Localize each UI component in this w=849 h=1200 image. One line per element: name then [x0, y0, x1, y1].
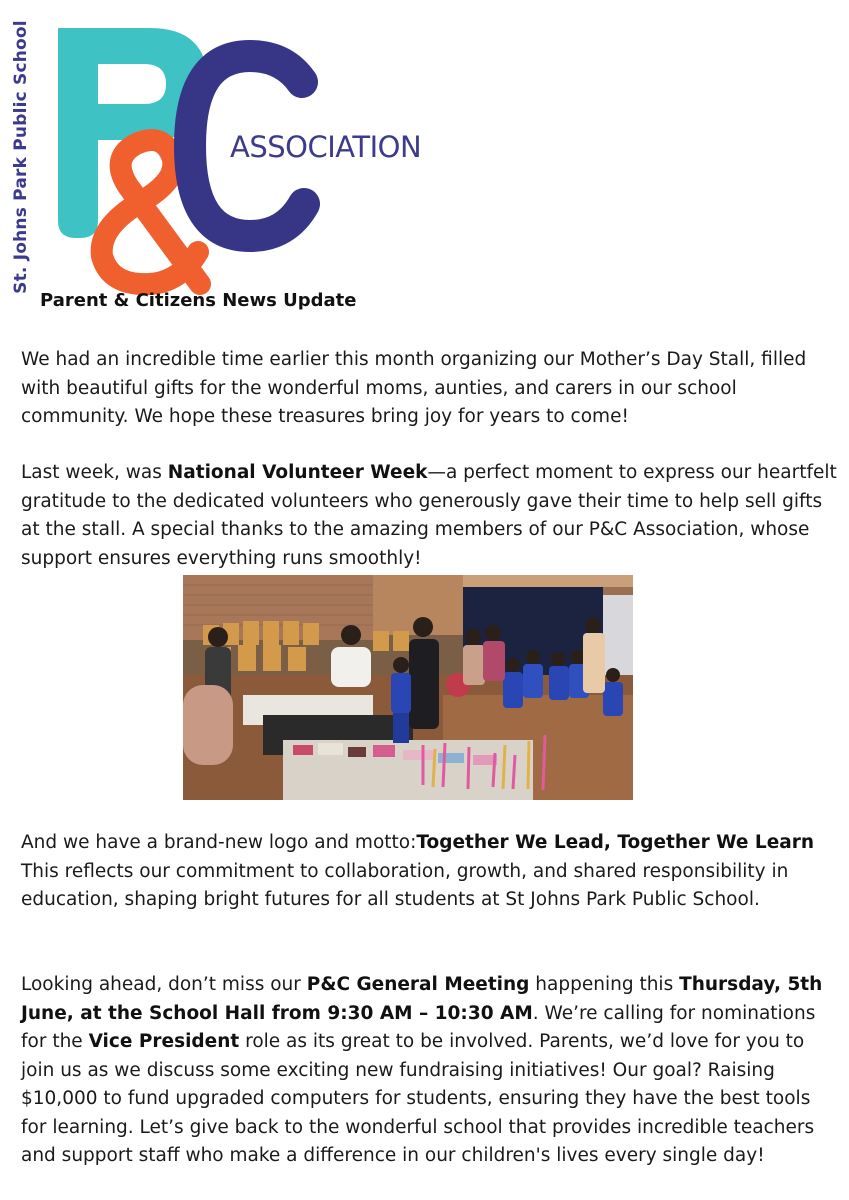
p4-text-1: Looking ahead, don’t miss our	[21, 974, 307, 995]
p4-text-2: happening this	[529, 974, 680, 995]
paragraph-new-logo-motto	[21, 829, 841, 915]
p3-text-2: This reflects our commitment to collaboration, growth, and shared responsibility in education, shaping bright futures for all students at St Johns Park Public School.	[21, 860, 789, 910]
p3-bold-motto: Together We Lead, Together We Learn	[416, 832, 815, 853]
photo-mothers-day-stall	[183, 575, 633, 800]
paragraph-volunteer-week	[21, 459, 841, 573]
p2-text-1: Last week, was	[21, 462, 168, 483]
logo-association-text: ASSOCIATION	[230, 130, 422, 164]
p1-text: We had an incredible time earlier this month organizing our Mother’s Day Stall, filled with beautiful gifts for the wonderful moms, aunties, and carers in our school community. We hope these treasures bring joy for years to come!	[21, 349, 807, 427]
pc-association-logo	[0, 0, 460, 300]
p4-bold-vice-president: Vice President	[88, 1031, 240, 1052]
logo-school-name	[6, 12, 36, 302]
p3-text-1: And we have a brand-new logo and motto:	[21, 832, 417, 853]
paragraph-general-meeting	[21, 971, 841, 1171]
p4-text-4: role as its great to be involved. Parents, we’d love for you to join us as we discuss some exciting new fundraising initiatives! Our goal? Raising $10,000 to fund upgraded computers for students, ensuring they have the best tools for learning. Let’s give back to the wonderful school that provides incredible teachers and support staff who make a difference in our children's lives every single day!	[21, 1031, 815, 1166]
logo-school-name-text: St. Johns Park Public School	[11, 20, 32, 294]
stall-photo-illustration	[183, 575, 633, 800]
p2-bold-volunteer-week: National Volunteer Week	[167, 462, 428, 483]
paragraph-mothers-day-stall	[21, 346, 841, 432]
page-title: Parent & Citizens News Update	[40, 290, 357, 311]
p2-text-2: —a perfect moment to express our heartfelt gratitude to the dedicated volunteers who generously gave their time to help sell gifts at the stall. A special thanks to the amazing members of our P&C Association, whose support ensures everything runs smoothly!	[21, 462, 837, 569]
p4-bold-meeting-time: Thursday, 5th June, at the School Hall from 9:30 AM – 10:30 AM	[21, 974, 823, 1024]
p4-text-3: . We’re calling for nominations for the	[21, 1002, 816, 1052]
p4-bold-meeting-name: P&C General Meeting	[306, 974, 530, 995]
